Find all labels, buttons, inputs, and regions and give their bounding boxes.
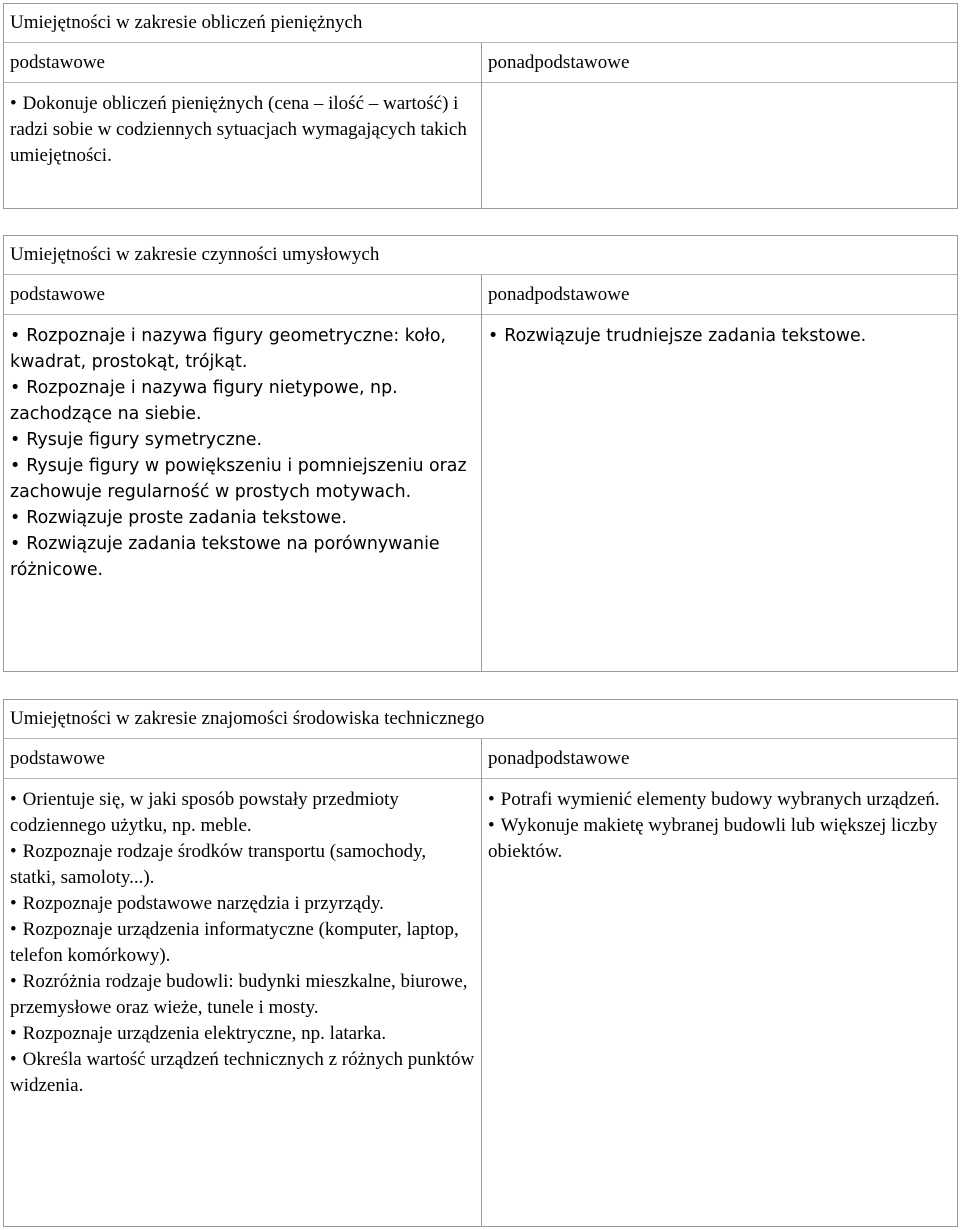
advanced-list bbox=[482, 779, 957, 865]
list-item: • Dokonuje obliczeń pieniężnych (cena – ilość – wartość) i radzi sobie w codziennych sytuacjach wymagających takich umiejętności. bbox=[10, 91, 475, 169]
list-item: • Rozpoznaje podstawowe narzędzia i przyrządy. bbox=[10, 891, 475, 917]
list-item: • Rozpoznaje urządzenia elektryczne, np. latarka. bbox=[10, 1021, 475, 1047]
basic-header: podstawowe bbox=[4, 275, 481, 315]
advanced-column bbox=[482, 739, 957, 1226]
list-item: • Orientuje się, w jaki sposób powstały przedmioty codziennego użytku, np. meble. bbox=[10, 787, 475, 839]
list-item: • Rozwiązuje trudniejsze zadania tekstowe. bbox=[488, 323, 951, 349]
section-title: Umiejętności w zakresie obliczeń pieniężnych bbox=[4, 4, 957, 43]
list-item: • Rysuje figury w powiększeniu i pomniejszeniu oraz zachowuje regularność w prostych motywach. bbox=[10, 453, 475, 505]
section-columns bbox=[4, 275, 957, 671]
advanced-header: ponadpodstawowe bbox=[482, 739, 957, 779]
basic-column bbox=[4, 739, 482, 1226]
list-item: • Rozpoznaje urządzenia informatyczne (komputer, laptop, telefon komórkowy). bbox=[10, 917, 475, 969]
section-title: Umiejętności w zakresie znajomości środowiska technicznego bbox=[4, 700, 957, 739]
list-item: • Określa wartość urządzeń technicznych z różnych punktów widzenia. bbox=[10, 1047, 475, 1099]
list-item: • Rozpoznaje i nazywa figury nietypowe, np. zachodzące na siebie. bbox=[10, 375, 475, 427]
basic-header: podstawowe bbox=[4, 43, 481, 83]
advanced-header: ponadpodstawowe bbox=[482, 43, 957, 83]
section-columns bbox=[4, 739, 957, 1226]
advanced-list bbox=[482, 315, 957, 349]
advanced-column bbox=[482, 275, 957, 671]
list-item: • Rozróżnia rodzaje budowli: budynki mieszkalne, biurowe, przemysłowe oraz wieże, tunele i mosty. bbox=[10, 969, 475, 1021]
basic-list bbox=[4, 779, 481, 1099]
list-item: • Wykonuje makietę wybranej budowli lub większej liczby obiektów. bbox=[488, 813, 951, 865]
section-financial-skills bbox=[3, 3, 958, 209]
advanced-column bbox=[482, 43, 957, 208]
section-technical-skills bbox=[3, 699, 958, 1227]
list-item: • Potrafi wymienić elementy budowy wybranych urządzeń. bbox=[488, 787, 951, 813]
basic-list bbox=[4, 315, 481, 583]
basic-column bbox=[4, 275, 482, 671]
basic-list bbox=[4, 83, 481, 169]
section-columns bbox=[4, 43, 957, 208]
list-item: • Rozwiązuje zadania tekstowe na porównywanie różnicowe. bbox=[10, 531, 475, 583]
list-item: • Rozpoznaje rodzaje środków transportu (samochody, statki, samoloty...). bbox=[10, 839, 475, 891]
basic-header: podstawowe bbox=[4, 739, 481, 779]
list-item: • Rysuje figury symetryczne. bbox=[10, 427, 475, 453]
list-item: • Rozpoznaje i nazywa figury geometryczne: koło, kwadrat, prostokąt, trójkąt. bbox=[10, 323, 475, 375]
list-item: • Rozwiązuje proste zadania tekstowe. bbox=[10, 505, 475, 531]
section-mental-skills bbox=[3, 235, 958, 672]
basic-column bbox=[4, 43, 482, 208]
section-title: Umiejętności w zakresie czynności umysłowych bbox=[4, 236, 957, 275]
advanced-header: ponadpodstawowe bbox=[482, 275, 957, 315]
